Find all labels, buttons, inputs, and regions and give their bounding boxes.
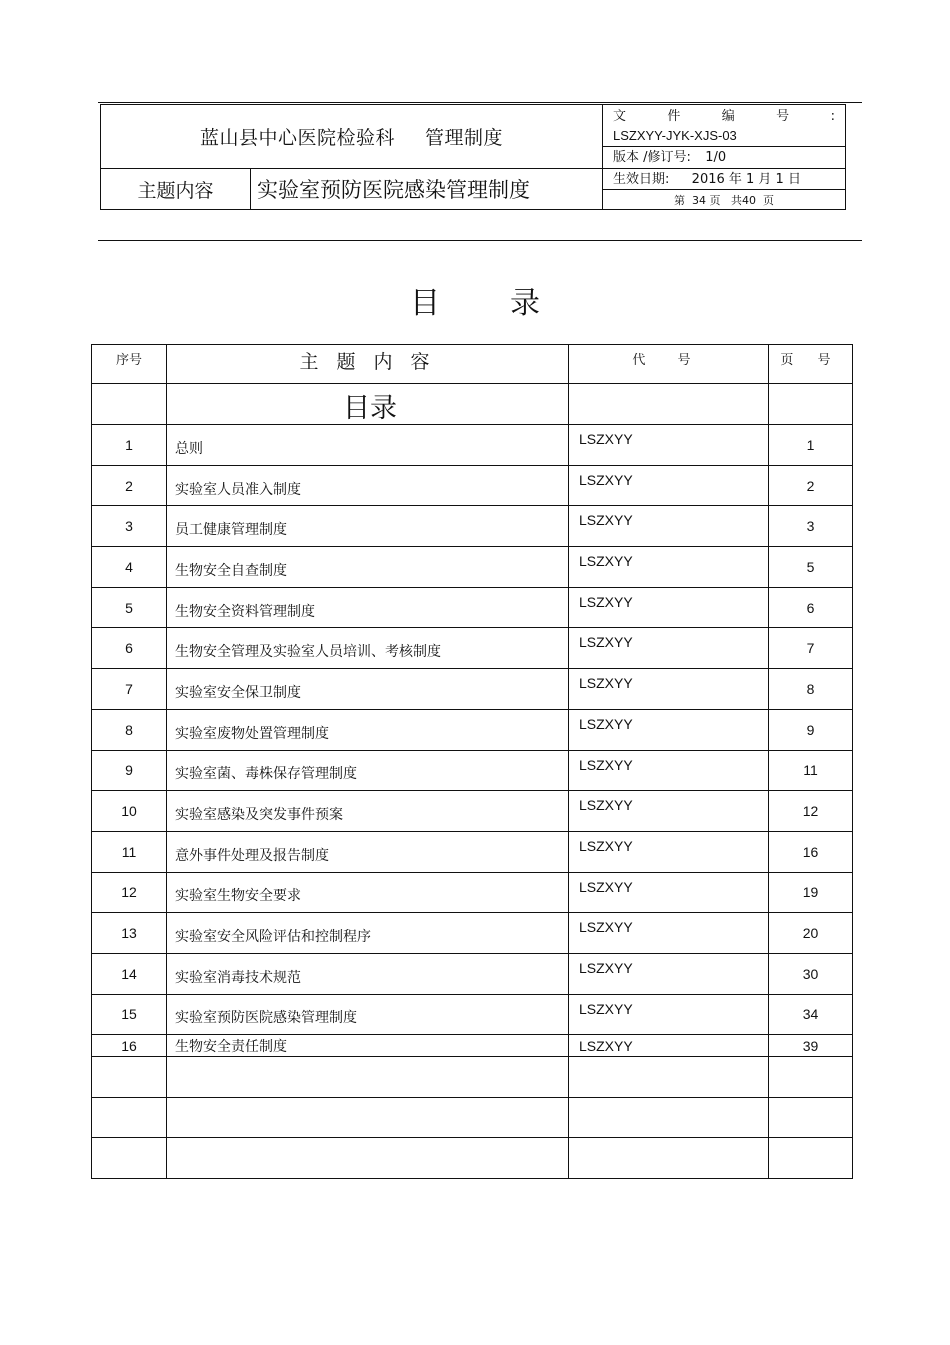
doc-number-cell	[603, 105, 846, 147]
toc-row-page: 20	[769, 913, 853, 954]
toc-row-code: LSZXYY	[569, 669, 769, 710]
toc-row-title: 员工健康管理制度	[167, 506, 569, 547]
subject-label: 主题内容	[101, 169, 251, 210]
page-title	[0, 278, 950, 322]
toc-row-code: LSZXYY	[569, 628, 769, 669]
toc-row-number: 1	[92, 425, 167, 466]
toc-row-code: LSZXYY	[569, 506, 769, 547]
toc-row	[92, 953, 853, 994]
toc-row-code: LSZXYY	[569, 872, 769, 913]
toc-row-title: 实验室菌、毒株保存管理制度	[167, 750, 569, 791]
toc-empty-row	[92, 1057, 853, 1098]
toc-row-title: 意外事件处理及报告制度	[167, 831, 569, 872]
header-bottom-rule	[98, 240, 862, 241]
toc-row	[92, 547, 853, 588]
toc-intro-label: 目录	[167, 384, 569, 425]
toc-row	[92, 913, 853, 954]
effective-label: 生效日期:	[613, 171, 670, 187]
toc-row-title: 总则	[167, 425, 569, 466]
toc-row-number: 16	[92, 1035, 167, 1057]
col-header-subject: 主 题 内 容	[167, 345, 569, 384]
doc-type: 管理制度	[425, 127, 504, 149]
toc-row	[92, 994, 853, 1035]
toc-row-code: LSZXYY	[569, 547, 769, 588]
toc-row-code: LSZXYY	[569, 791, 769, 832]
toc-row-title: 实验室生物安全要求	[167, 872, 569, 913]
toc-row-page: 1	[769, 425, 853, 466]
toc-row-code: LSZXYY	[569, 913, 769, 954]
toc-row-title: 生物安全责任制度	[167, 1035, 569, 1057]
toc-row	[92, 669, 853, 710]
toc-row	[92, 465, 853, 506]
col-header-code: 代 号	[569, 345, 769, 384]
toc-row-number: 9	[92, 750, 167, 791]
toc-row	[92, 791, 853, 832]
toc-row-title: 生物安全资料管理制度	[167, 587, 569, 628]
toc-row	[92, 1035, 853, 1057]
toc-row	[92, 425, 853, 466]
toc-row-page: 5	[769, 547, 853, 588]
col-header-page: 页 号	[769, 345, 853, 384]
toc-row-title: 实验室废物处置管理制度	[167, 709, 569, 750]
toc-row-title: 生物安全管理及实验室人员培训、考核制度	[167, 628, 569, 669]
toc-row-page: 39	[769, 1035, 853, 1057]
toc-row-page: 12	[769, 791, 853, 832]
effective-date-cell	[603, 169, 846, 190]
doc-number: LSZXYY-JYK-XJS-03	[613, 127, 737, 143]
toc-row-page: 9	[769, 709, 853, 750]
toc-row-code: LSZXYY	[569, 994, 769, 1035]
toc-row	[92, 506, 853, 547]
toc-row-number: 12	[92, 872, 167, 913]
toc-row-title: 生物安全自查制度	[167, 547, 569, 588]
toc-row-number: 8	[92, 709, 167, 750]
toc-row-code: LSZXYY	[569, 1035, 769, 1057]
doc-number-label: 文 件 编 号 :	[613, 108, 835, 124]
toc-row-title: 实验室人员准入制度	[167, 465, 569, 506]
toc-row-number: 14	[92, 953, 167, 994]
toc-row-title: 实验室预防医院感染管理制度	[167, 994, 569, 1035]
toc-row-number: 13	[92, 913, 167, 954]
toc-row-number: 6	[92, 628, 167, 669]
toc-row	[92, 587, 853, 628]
toc-empty-row	[92, 1097, 853, 1138]
toc-row-number: 10	[92, 791, 167, 832]
toc-row-number: 5	[92, 587, 167, 628]
toc-row-number: 3	[92, 506, 167, 547]
version-label: 版本 /修订号:	[613, 150, 691, 165]
toc-row-title: 实验室感染及突发事件预案	[167, 791, 569, 832]
toc-row-title: 实验室消毒技术规范	[167, 953, 569, 994]
toc-row-page: 11	[769, 750, 853, 791]
toc-row-title: 实验室安全保卫制度	[167, 669, 569, 710]
toc-row-code: LSZXYY	[569, 465, 769, 506]
toc-row-page: 19	[769, 872, 853, 913]
toc-row-page: 3	[769, 506, 853, 547]
toc-row	[92, 709, 853, 750]
subject-value: 实验室预防医院感染管理制度	[251, 169, 603, 210]
toc-row-page: 16	[769, 831, 853, 872]
toc-row-page: 6	[769, 587, 853, 628]
toc-row	[92, 628, 853, 669]
page-title-char-1: 目	[410, 286, 440, 321]
toc-row	[92, 750, 853, 791]
toc-row-number: 2	[92, 465, 167, 506]
toc-row-code: LSZXYY	[569, 425, 769, 466]
toc-row-code: LSZXYY	[569, 831, 769, 872]
toc-row-page: 8	[769, 669, 853, 710]
version-cell	[603, 147, 846, 169]
toc-row-code: LSZXYY	[569, 750, 769, 791]
toc-row-code: LSZXYY	[569, 953, 769, 994]
toc-row-code: LSZXYY	[569, 587, 769, 628]
toc-row-title: 实验室安全风险评估和控制程序	[167, 913, 569, 954]
toc-row-number: 15	[92, 994, 167, 1035]
toc-row-number: 4	[92, 547, 167, 588]
header-title-cell	[101, 105, 603, 169]
toc-row-page: 2	[769, 465, 853, 506]
effective-date: 2016 年 1 月 1 日	[691, 171, 801, 187]
toc-header-row	[92, 345, 853, 384]
document-header	[100, 104, 846, 210]
page-title-char-2: 录	[510, 286, 540, 321]
header-top-rule	[98, 102, 862, 103]
page-info: 第 34 页 共40 页	[603, 190, 846, 210]
toc-row-page: 34	[769, 994, 853, 1035]
toc-empty-row	[92, 1138, 853, 1179]
col-header-seq: 序号	[92, 345, 167, 384]
toc-row	[92, 872, 853, 913]
toc-row-number: 11	[92, 831, 167, 872]
toc-row-code: LSZXYY	[569, 709, 769, 750]
version-value: 1/0	[705, 150, 727, 165]
toc-row	[92, 831, 853, 872]
toc-row-page: 7	[769, 628, 853, 669]
toc-row-number: 7	[92, 669, 167, 710]
toc-row-page: 30	[769, 953, 853, 994]
org-title: 蓝山县中心医院检验科	[199, 127, 395, 149]
toc-intro-row	[92, 384, 853, 425]
toc-table	[91, 344, 853, 1179]
